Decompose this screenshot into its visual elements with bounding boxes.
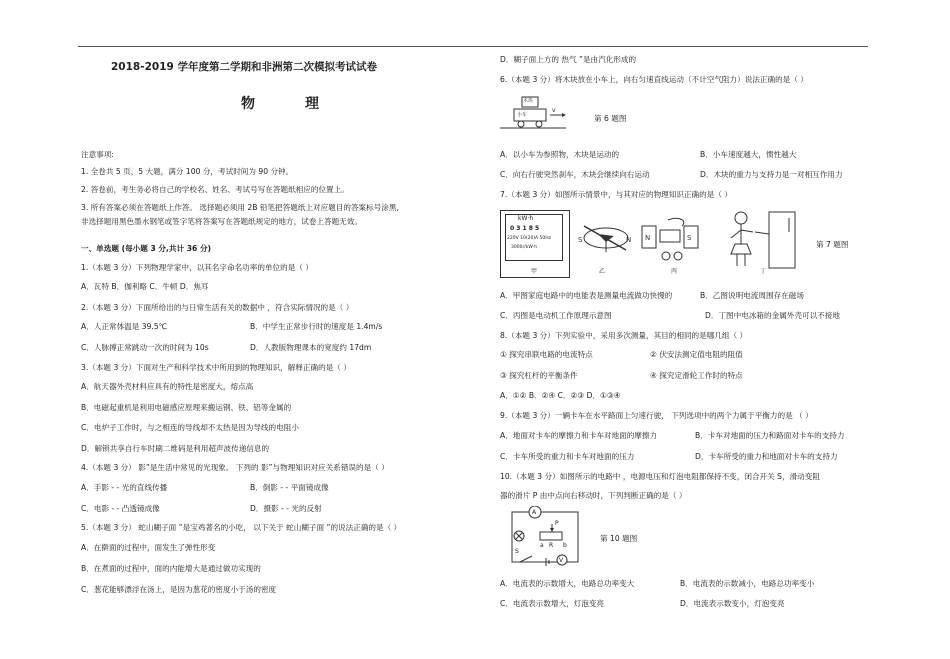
fig7-meter-constant: 3000r/kW·h	[511, 245, 538, 250]
notice-item: 3. 所有答案必须在答题纸上作答。 选择题必须用 2B 铅笔把答题纸上对应题目的答案标号涂黑,	[81, 203, 399, 212]
fig10-r-label: R	[549, 542, 554, 549]
q9-option-a: A．地面对卡车的摩擦力和卡车对地面的摩擦力	[500, 431, 658, 440]
fig10-a-label: a	[540, 542, 544, 549]
exam-title: 2018-2019 学年度第二学期和非洲第二次模拟考试试卷	[111, 61, 377, 73]
q10-option-c: C．电流表示数增大，灯泡变亮	[500, 599, 605, 608]
q6-option-d: D．木块的重力与支持力是一对相互作用力	[700, 170, 843, 179]
figure-7-fridge	[725, 208, 805, 274]
q3-option-b: B．电磁起重机是利用电磁感应原理来搬运钢、铁、铝等金属的	[81, 403, 292, 412]
question-8: 8.（本题 3 分）下列实验中，采用多次测量，其目的相同的是哪几组（ ）	[500, 331, 748, 340]
fig10-b-label: b	[563, 542, 567, 549]
q6-option-a: A．以小车为参照物，木块是运动的	[500, 150, 620, 159]
top-rule	[78, 46, 868, 47]
q2-option-b: B．中学生正常步行时的速度是 1.4m/s	[250, 322, 383, 331]
question-2: 2.（本题 3 分）下面所给出的与日常生活有关的数据中 ，符合实际情况的是（ ）	[81, 303, 354, 312]
section-heading: 一、单选题 (每小题 3 分,共计 36 分)	[81, 244, 212, 253]
q2-option-d: D．人教版物理课本的宽度约 17dm	[250, 343, 372, 352]
svg-text:S: S	[687, 234, 692, 242]
question-3: 3.（本题 3 分）下面对生产和科学技术中所用到的物理知识，解释正确的是（ ）	[81, 363, 351, 372]
q4-option-d: D．摄影 - - 光的反射	[250, 504, 322, 513]
q8-item-4: ④ 探究定滑轮工作时的特点	[650, 371, 743, 380]
q3-option-d: D．解锁共享自行车时刷二维码是利用超声波传递信息的	[81, 444, 270, 453]
svg-text:N: N	[626, 236, 632, 244]
figure-6-cart	[500, 95, 570, 135]
subject-title: 物 理	[241, 96, 337, 112]
q3-option-a: A．航天器外壳材料应具有的特性是密度大，熔点高	[81, 382, 254, 391]
figure-6-caption: 第 6 题图	[594, 114, 627, 123]
question-6: 6.（本题 3 分）将木块放在小车上，向右匀速直线运动（不计空气阻力）说法正确的是（ ）	[500, 75, 808, 84]
question-10-cont: 器的滑片 P 由中点向右移动时，下列判断正确的是（ ）	[500, 491, 687, 500]
q5-option-b: B．在煮面的过程中，面的内能增大是通过做功实现的	[81, 564, 261, 573]
q1-options: A．瓦特 B．伽利略 C．牛顿 D．焦耳	[81, 282, 209, 291]
q6-option-b: B．小车速度越大，惯性越大	[700, 150, 797, 159]
figure-10-circuit	[506, 506, 586, 568]
q7-option-d: D．丁图中电冰箱的金属外壳可以不接地	[705, 311, 840, 320]
notice-item: 2. 答卷前，考生务必将自己的学校名、姓名、考试号写在答题纸相应的位置上。	[81, 185, 349, 194]
q2-option-a: A．人正常体温是 39.5℃	[81, 322, 168, 331]
q7-option-a: A．甲图家庭电路中的电能表是测量电流做功快慢的	[500, 291, 673, 300]
q8-item-2: ② 伏安法测定值电阻的阻值	[650, 350, 743, 359]
q9-option-d: D．卡车所受的重力和地面对卡车的支持力	[695, 452, 838, 461]
figure-10-caption: 第 10 题图	[600, 534, 638, 543]
fig6-block-label: 木块	[523, 98, 534, 104]
q9-option-b: B．卡车对地面的压力和路面对卡车的支持力	[695, 431, 845, 440]
fig6-arrow-label: v	[552, 107, 556, 114]
figure-7-caption: 第 7 题图	[816, 240, 849, 249]
fig7-caption-bing: 丙	[671, 268, 678, 275]
q5-option-a: A．在擀面的过程中，面发生了弹性形变	[81, 543, 216, 552]
q8-item-1: ① 探究串联电路的电流特点	[500, 350, 593, 359]
fig10-s-label: S	[515, 548, 519, 555]
q5-option-c: C．葱花能够漂浮在汤上，是因为葱花的密度小于汤的密度	[81, 585, 277, 594]
q10-option-d: D．电流表示数变小，灯泡变亮	[680, 599, 785, 608]
q10-option-b: B．电流表的示数减小，电路总功率变小	[680, 579, 815, 588]
fig10-voltmeter-label: V	[559, 557, 564, 564]
fig10-p-label: P	[555, 520, 559, 527]
figure-7-motor	[638, 212, 708, 272]
q4-option-b: B．倒影 - - 平面镜成像	[250, 483, 329, 492]
fig7-caption-ding: 丁	[760, 268, 767, 275]
notice-heading: 注意事项:	[81, 150, 114, 159]
q7-option-b: B．乙图说明电流周围存在磁场	[700, 291, 804, 300]
fig7-meter-rating: 220V 10(20)A 50Hz	[507, 236, 552, 241]
fig10-ammeter-label: A	[532, 509, 537, 516]
svg-text:S: S	[578, 236, 583, 244]
q7-option-c: C．丙图是电动机工作原理示意图	[500, 311, 612, 320]
q10-option-a: A．电流表的示数增大，电路总功率变大	[500, 579, 635, 588]
fig7-caption-yi: 乙	[599, 268, 606, 275]
q8-options: A．①② B．②④ C．②③ D．①③④	[500, 391, 621, 400]
question-7: 7.（本题 3 分）如图所示情景中，与其对应的物理知识正确的是（ ）	[500, 190, 732, 199]
fig7-caption-jia: 甲	[531, 268, 538, 275]
q3-option-c: C．电炉子工作时，与之相连的导线却不太热是因为导线的电阻小	[81, 423, 299, 432]
question-4: 4.（本题 3 分） 影”是生活中常见的光现象。 下列的 影”与物理知识对应关系错误的是（ ）	[81, 463, 389, 472]
svg-text:N: N	[645, 234, 651, 242]
fig7-meter-unit: kW·h	[518, 215, 534, 222]
q6-option-c: C．向右行驶突然刹车，木块会继续向右运动	[500, 170, 650, 179]
fig7-meter-reading: 0 3 1 8 5	[510, 225, 540, 232]
q5-option-d: D．糊子面上方的 热气 ”是由汽化形成的	[500, 55, 637, 64]
q9-option-c: C．卡车所受的重力和卡车对地面的压力	[500, 452, 635, 461]
q8-item-3: ③ 探究杠杆的平衡条件	[500, 371, 578, 380]
notice-item: 1. 全卷共 5 页，5 大题，满分 100 分，考试时间为 90 分钟。	[81, 167, 294, 176]
q4-option-c: C．电影 - - 凸透镜成像	[81, 504, 160, 513]
q2-option-c: C．人脉搏正常跳动一次的时间为 10s	[81, 343, 209, 352]
question-10: 10.（本题 3 分）如图所示的电路中 ，电源电压和灯泡电阻都保持不变，闭合开关 S，滑动变阻	[500, 472, 820, 481]
notice-item: 非选择题用黑色墨水钢笔或签字笔将答案写在答题纸规定的地方，试卷上答题无效。	[81, 217, 362, 226]
question-1: 1.（本题 3 分）下列物理学家中，以其名字命名功率的单位的是（ ）	[81, 263, 313, 272]
question-5: 5.（本题 3 分） 蛇山糊子面 ”是宝鸡著名的小吃， 以下关于 蛇山糊子面 ”的说法正确的是（ ）	[81, 523, 402, 532]
q4-option-a: A．手影 - - 光的直线传播	[81, 483, 168, 492]
fig6-cart-label: 小车	[517, 112, 528, 118]
figure-7-compass	[576, 212, 636, 272]
question-9: 9.（本题 3 分）一辆卡车在水平路面上匀速行驶， 下列选项中的两个力属于平衡力的是 （ ）	[500, 411, 813, 420]
